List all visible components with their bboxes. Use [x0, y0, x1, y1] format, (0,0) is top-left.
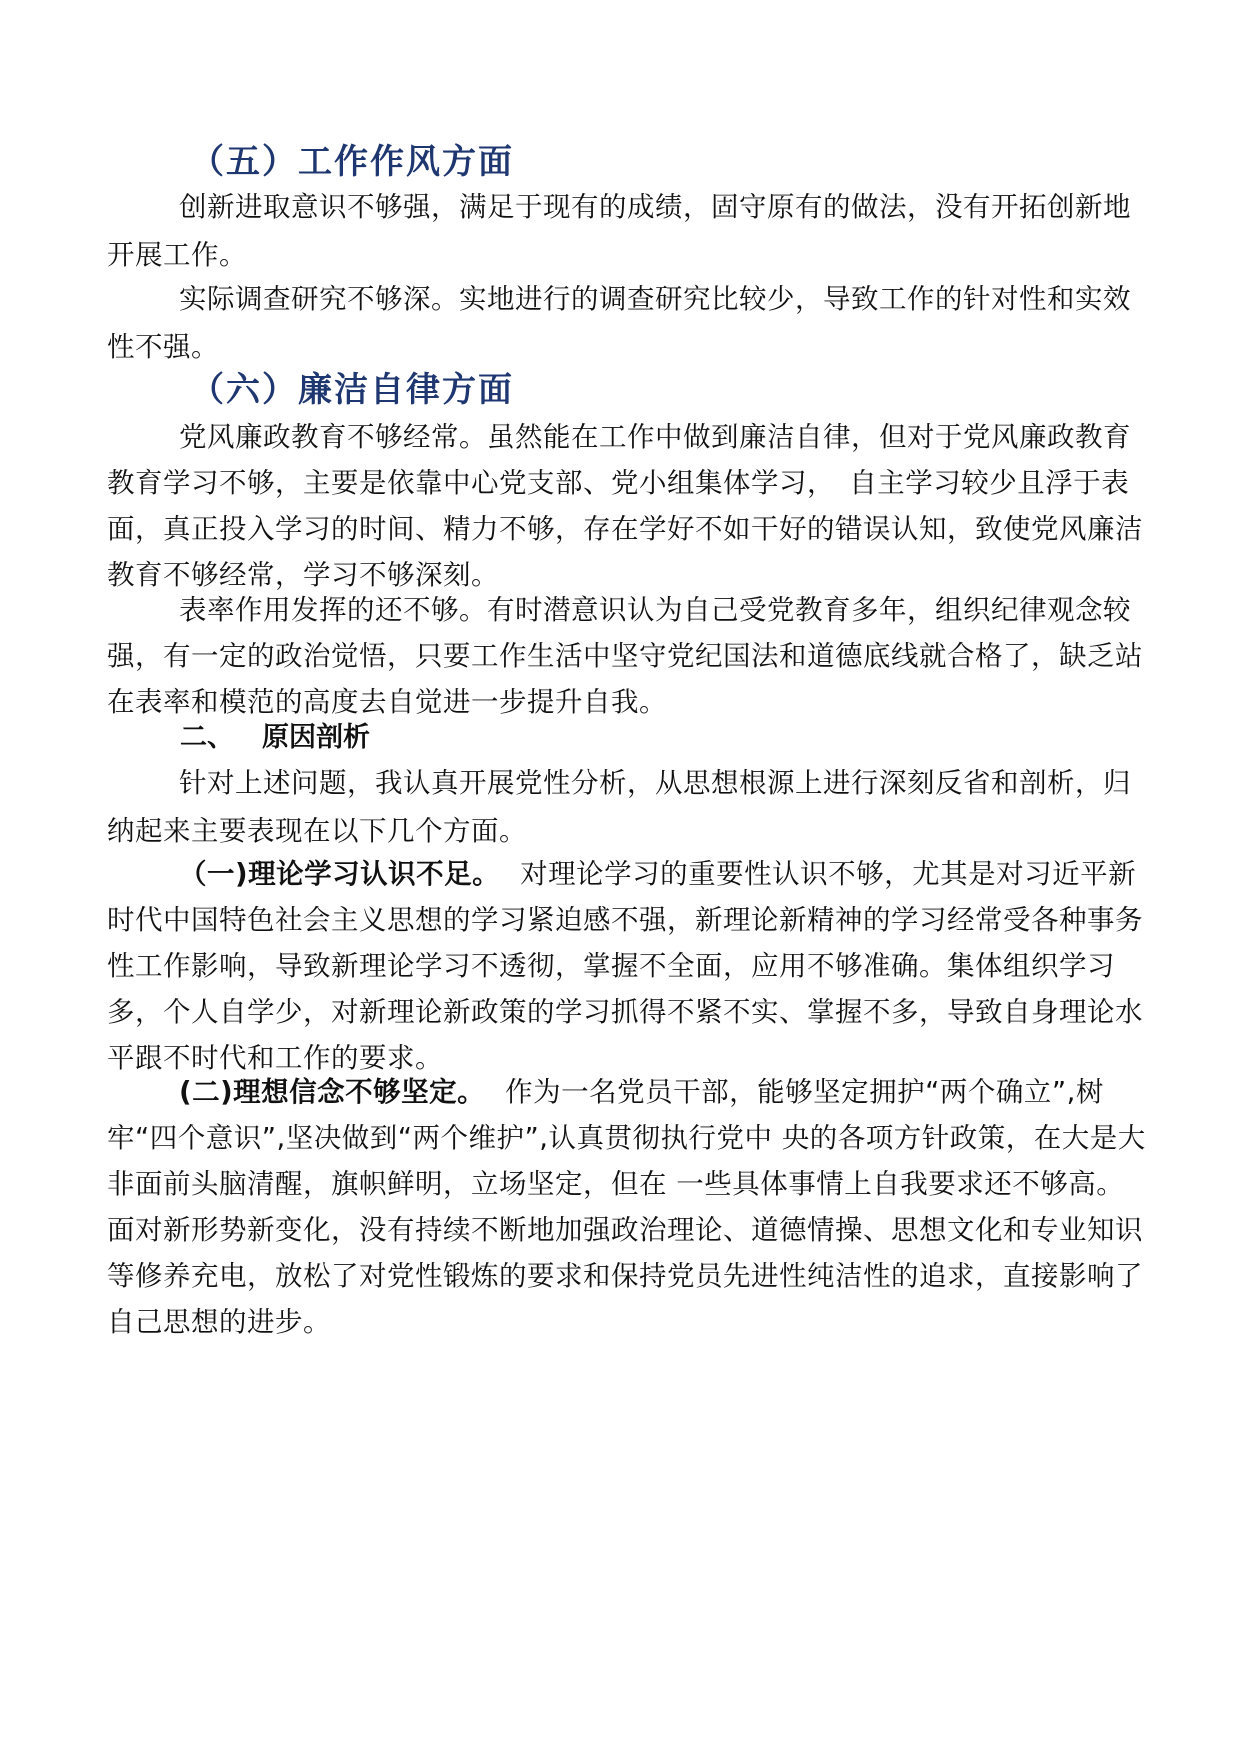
item-lead-theory: （一)理论学习认识不足。 — [179, 858, 501, 890]
item-text-ideals: 作为一名党员干部，能够坚定拥护“两个确立”,树牢“四个意识”,坚决做到“两个维护”,认真贯彻执行党中 央的各项方针政策，在大是大非面前头脑清醒，旗帜鲜明，立场坚定，但在 一些具体事情上自我要求还不够高。面对新形势新变化，没有持续不断地加强政治理论、道德情操、思想文化和专业知识等修养充电，放松了对党性锻炼的要求和保持党员先进性纯洁性的追求，直接影响了自己思想的进步。 — [107, 1076, 1146, 1338]
item-text-theory: 对理论学习的重要性认识不够，尤其是对习近平新时代中国特色社会主义思想的学习紧迫感不强，新理论新精神的学习经常受各种事务性工作影响，导致新理论学习不透彻，掌握不全面，应用不够准确。集体组织学习多，个人自学少，对新理论新政策的学习抓得不紧不实、掌握不多，导致自身理论水平跟不时代和工作的要求。 — [107, 858, 1143, 1074]
section-heading-integrity: （六）廉洁自律方面 — [190, 370, 514, 410]
paragraph-theory-study — [107, 851, 1147, 1081]
paragraph-integrity-education: 党风廉政教育不够经常。虽然能在工作中做到廉洁自律，但对于党风廉政教育教育学习不够，主要是依靠中心党支部、党小组集体学习， 自主学习较少且浮于表面，真正投入学习的时间、精力不够，存在学好不如干好的错误认知，致使党风廉洁教育不够经常，学习不够深刻。 — [107, 421, 1143, 591]
part-heading-cause-analysis — [180, 718, 370, 758]
paragraph-ideals-belief — [107, 1069, 1147, 1345]
paragraph-role-model: 表率作用发挥的还不够。有时潜意识认为自己受党教育多年，组织纪律观念较强，有一定的政治觉悟，只要工作生活中坚守党纪国法和道德底线就合格了，缺乏站在表率和模范的高度去自觉进一步提升自我。 — [107, 594, 1143, 718]
section-heading-work-style: （五）工作作风方面 — [190, 142, 514, 182]
part-title: 原因剖析 — [262, 722, 370, 753]
paragraph-research: 实际调查研究不够深。实地进行的调查研究比较少，导致工作的针对性和实效性不强。 — [107, 283, 1131, 363]
paragraph-innovation: 创新进取意识不够强，满足于现有的成绩，固守原有的做法，没有开拓创新地开展工作。 — [107, 191, 1131, 271]
item-lead-ideals: (二)理想信念不够坚定。 — [179, 1076, 486, 1108]
paragraph-cause-intro: 针对上述问题，我认真开展党性分析，从思想根源上进行深刻反省和剖析，归纳起来主要表现在以下几个方面。 — [107, 767, 1131, 847]
part-number: 二、 — [180, 722, 234, 753]
